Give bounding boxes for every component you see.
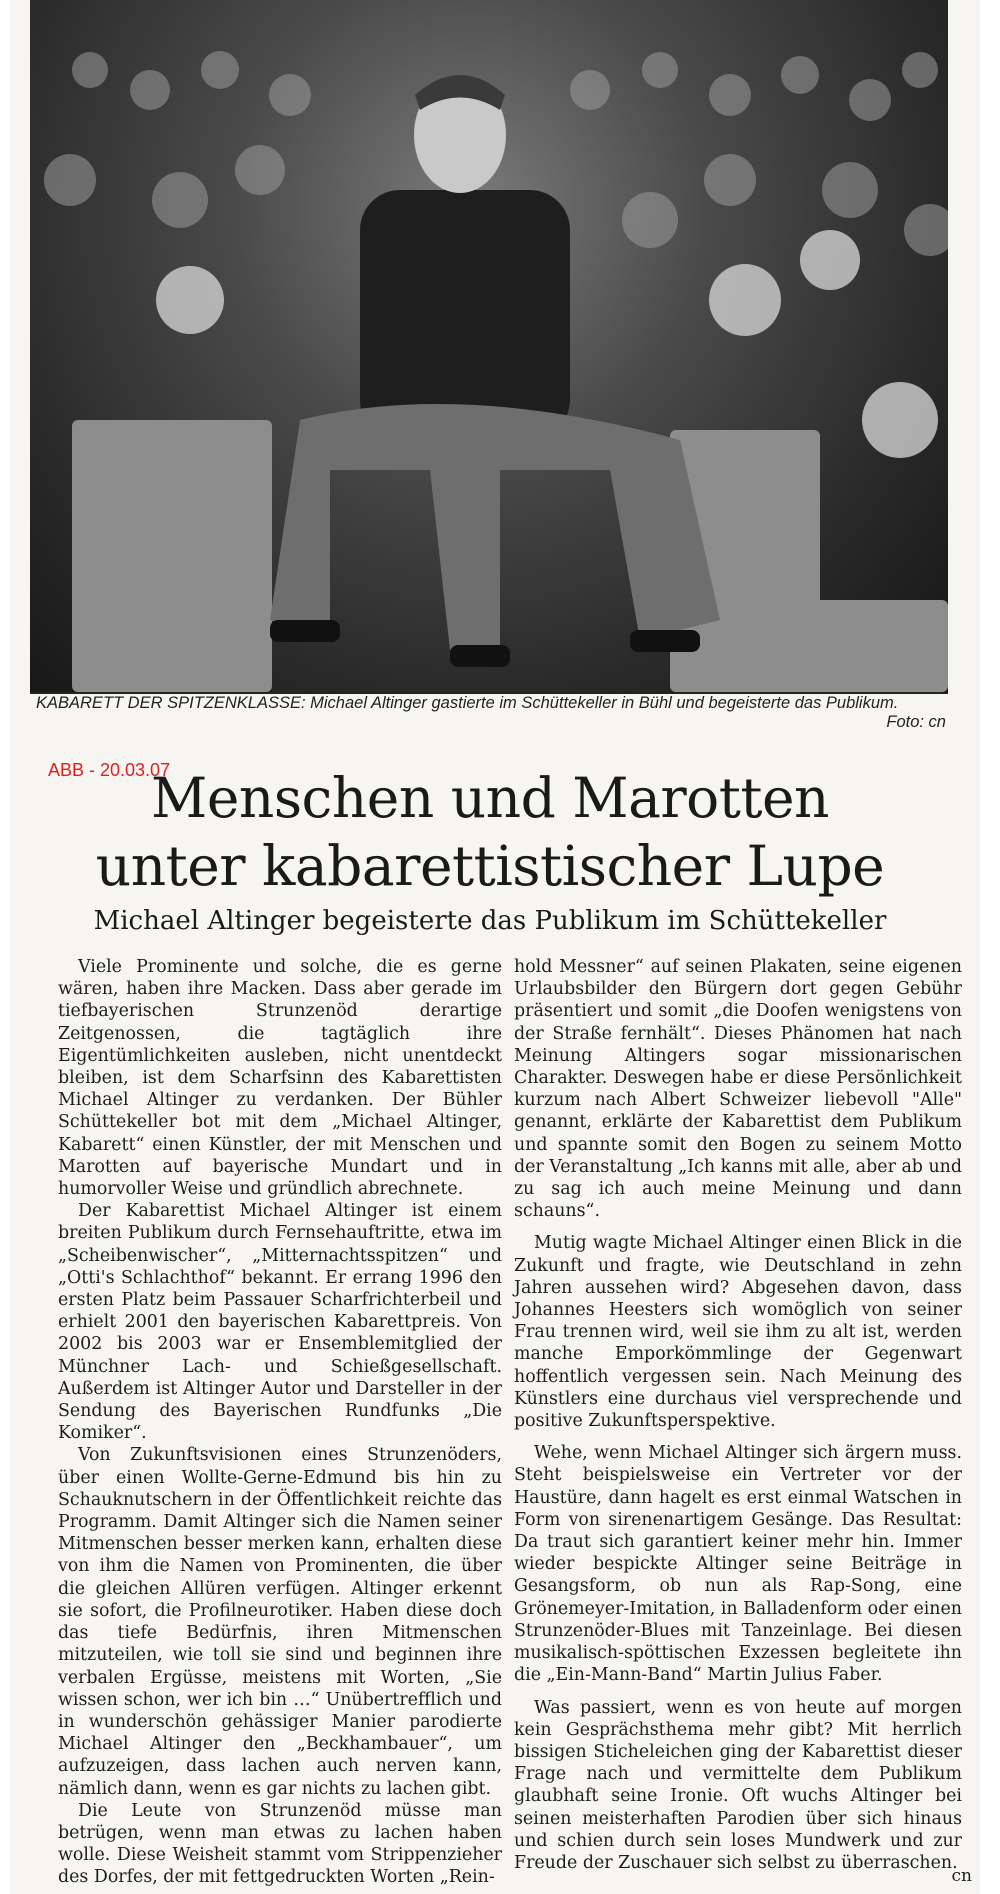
- headline-line-1: Menschen und Marotten: [151, 766, 829, 830]
- author-marker: cn: [951, 1866, 972, 1886]
- subheadline: Michael Altinger begeisterte das Publikum im Schüttekeller: [93, 906, 887, 936]
- audience-photo: [30, 0, 948, 694]
- audience-photo-icon: [30, 0, 948, 692]
- caption-text: KABARETT DER SPITZENKLASSE: Michael Altinger gastierte im Schüttekeller in Bühl und begeisterte das Publikum.: [36, 694, 899, 712]
- archive-stamp: ABB - 20.03.07: [48, 760, 171, 780]
- paragraph: Was passiert, wenn es von heute auf morgen kein Gesprächsthema mehr gibt? Mit herrlich bissigen Sticheleichen ging der Kabarettist dieser Frage nach und vermittelte dem Publikum glaubhaft seine Ironie. Oft wuchs Altinger bei seinen meisterhaften Parodien über sich hinaus und schien durch sein loses Mundwerk und zur Freude der Zuschauer sich selbst zu überraschen.: [514, 1697, 962, 1873]
- paragraph: Der Kabarettist Michael Altinger ist einem breiten Publikum durch Fernsehauftritte, etwa im „Scheibenwischer“, „Mitternachtsspitzen“ und „Otti's Schlachthof“ bekannt. Er errang 1996 den ersten Platz beim Passauer Scharfrichterbeil und erhielt 2001 den bayerischen Kabarettpreis. Von 2002 bis 2003 war er Ensemblemitglied der Münchner Lach- und Schießgesellschaft. Außerdem ist Altinger Autor und Darsteller in der Sendung des Bayerischen Rundfunks „Die Komiker“.: [58, 1201, 502, 1444]
- paragraph: Viele Prominente und solche, die es gerne wären, haben ihre Macken. Dass aber gerade im tiefbayerischen Strunzenöd derartige Zeitgenossen, die tagtäglich ihre Eigentümlichkeiten ausleben, nicht unentdeckt bleiben, ist dem Scharfsinn des Kabarettisten Michael Altinger zu verdanken. Der Bühler Schüttekeller bot mit dem „Michael Altinger, Kabarett“ einen Künstler, der mit Menschen und Marotten auf bayerische Mundart und in humorvoller Weise und gründlich abrechnete.: [58, 957, 502, 1200]
- photo-credit: Foto: cn: [886, 713, 946, 731]
- paragraph: Mutig wagte Michael Altinger einen Blick in die Zukunft und fragte, wie Deutschland in zehn Jahren aussehen wird? Abgesehen davon, dass Johannes Heesters sich womöglich von seiner Frau trennen wird, weil sie ihm zu alt ist, werden manche Emporkömmlinge der Gegenwart hoffentlich vergessen sein. Nach Meinung des Künstlers eine durchaus viel versprechende und positive Zukunftsperspektive.: [514, 1233, 962, 1432]
- paragraph: hold Messner“ auf seinen Plakaten, seine eigenen Urlaubsbilder den Bürgern dort gegen Gebühr präsentiert und somit „die Doofen wenigstens von der Straße fernhält“. Dieses Phänomen hat nach Meinung Altingers sogar missionarischen Charakter. Deswegen habe er diese Persönlichkeit kurzum nach Albert Schweizer liebevoll "Alle" genannt, erklärte der Kabarettist dem Publikum und spannte somit den Bogen zu seinem Motto der Veranstaltung „Ich kanns mit alle, aber ab und zu sag ich auch meine Meinung und dann schauns“.: [514, 957, 963, 1222]
- article-column-right: [514, 956, 962, 1874]
- paragraph: Wehe, wenn Michael Altinger sich ärgern muss. Steht beispielsweise ein Vertreter vor der Haustüre, dann hagelt es erst einmal Watschen in Form von sirenenartigem Gesänge. Das Resultat: Da traut sich garantiert keiner mehr hin. Immer wieder bespickte Altinger seine Beiträge in Gesangsform, ob nun als Rap-Song, eine Grönemeyer-Imitation, in Balladenform oder einen Strunzenöder-Blues mit Tanzeinlage. Bei diesen musikalisch-spöttischen Exzessen begleitete ihn die „Ein-Mann-Band“ Martin Julius Faber.: [514, 1443, 962, 1686]
- headline-line-2: unter kabarettistischer Lupe: [95, 834, 885, 898]
- paragraph: Von Zukunftsvisionen eines Strunzenöders, über einen Wollte-Gerne-Edmund bis hin zu Schauknutschern in der Öffentlichkeit reichte das Programm. Damit Altinger sich die Namen seiner Mitmenschen besser merken kann, erhalten diese von ihm die Namen von Prominenten, die über die gleichen Allüren verfügen. Altinger erkennt sie sofort, die Profilneurotiker. Haben diese doch das tiefe Bedürfnis, ihren Mitmenschen mitzuteilen, wie toll sie sind und beginnen ihre verbalen Ergüsse, meistens mit Worten, „Sie wissen schon, wer ich bin …“ Unübertrefflich und in wunderschön gehässiger Manier parodierte Michael Altinger den „Beckhambauer“, um aufzuzeigen, dass lachen auch nerven kann, nämlich dann, wenn es gar nichts zu lachen gibt.: [58, 1445, 502, 1799]
- paragraph: Die Leute von Strunzenöd müsse man betrügen, wenn man etwas zu lachen haben wolle. Diese Weisheit stammt vom Strippenzieher des Dorfes, der mit fettgedruckten Worten „Rein-: [58, 1800, 502, 1888]
- photo-caption: [36, 694, 946, 731]
- headline: [40, 764, 940, 900]
- article-column-left: [58, 956, 502, 1889]
